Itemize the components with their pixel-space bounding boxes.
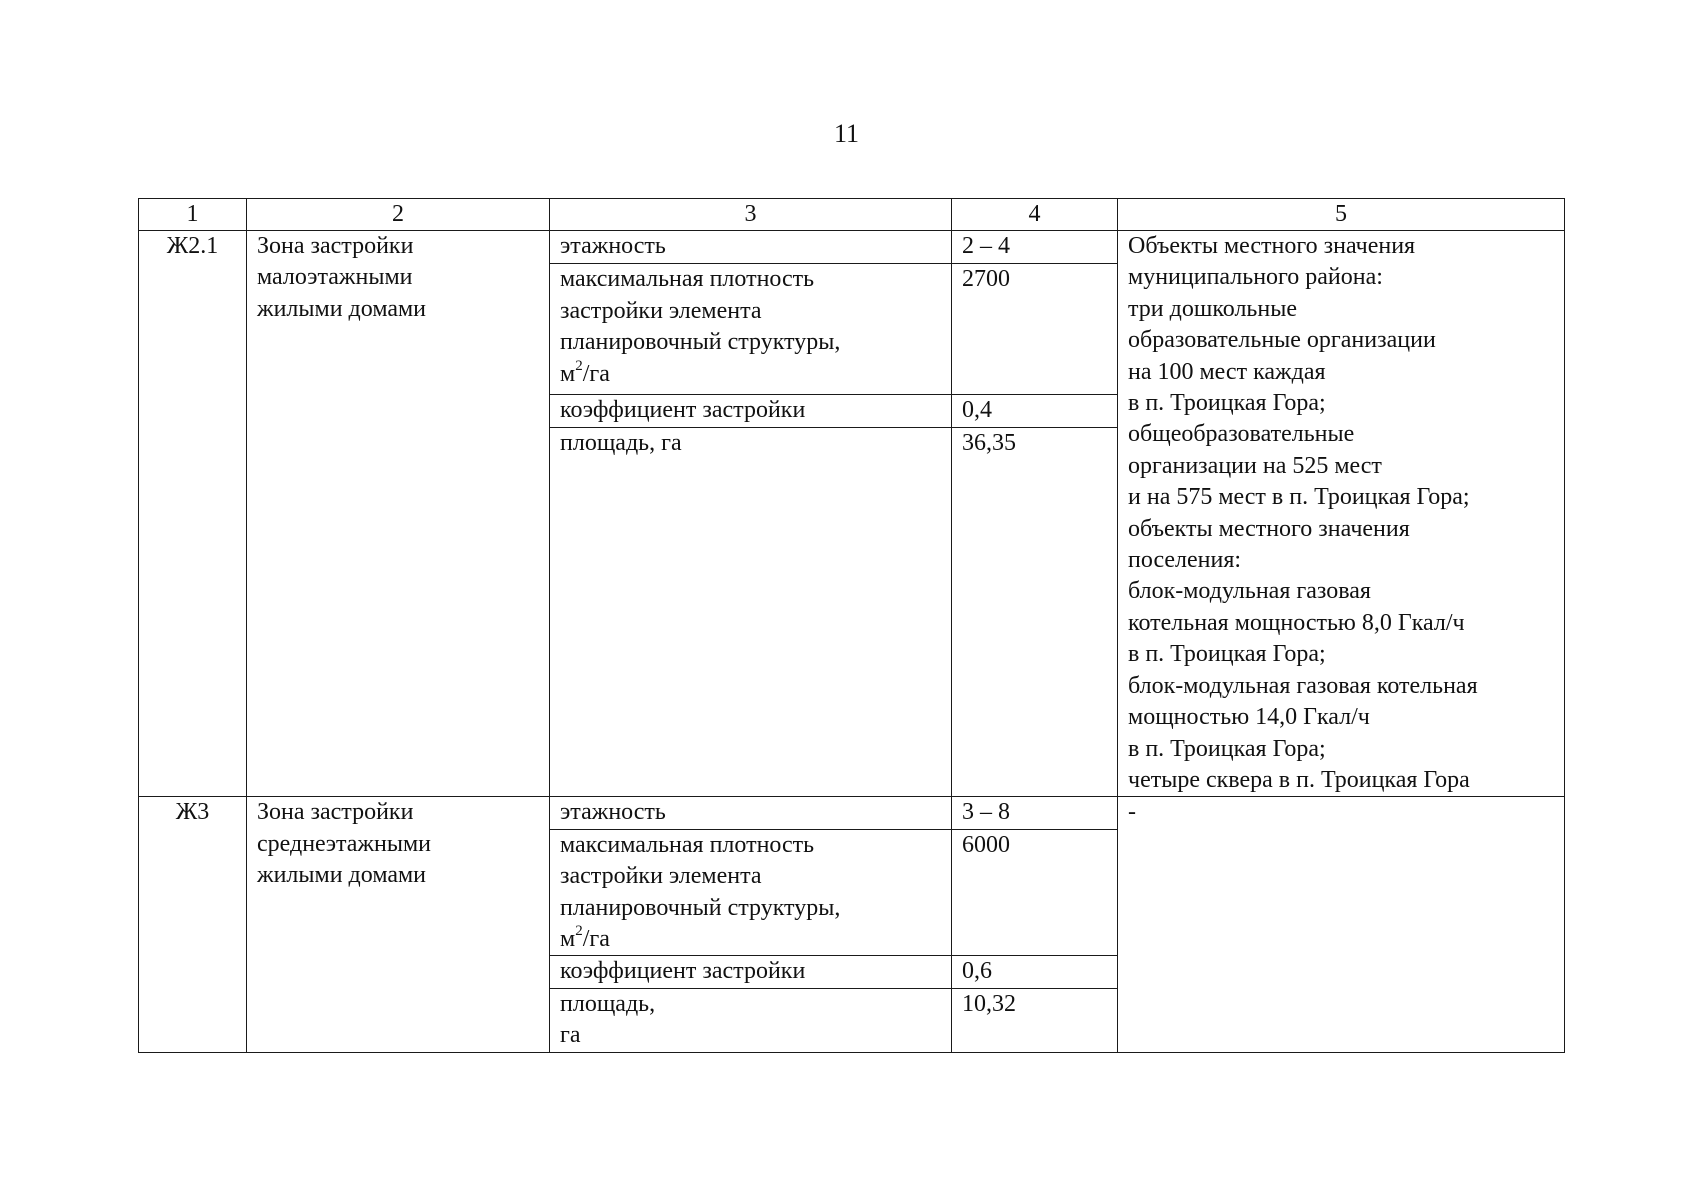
param-label: коэффициент застройки bbox=[550, 956, 952, 988]
objects-list: - bbox=[1118, 797, 1565, 1052]
zones-table bbox=[138, 198, 1565, 1053]
zone-code: Ж3 bbox=[139, 797, 247, 1052]
page-number: 11 bbox=[833, 119, 860, 148]
column-header: 2 bbox=[247, 199, 550, 231]
param-value: 10,32 bbox=[952, 988, 1118, 1052]
column-header: 4 bbox=[952, 199, 1118, 231]
param-label: этажность bbox=[550, 797, 952, 829]
param-label: площадь, га bbox=[550, 428, 952, 797]
param-label: этажность bbox=[550, 231, 952, 264]
table-row bbox=[139, 231, 1565, 264]
objects-list: Объекты местного значения муниципального района: три дошкольные образовательные организации на 100 мест каждая в п. Троицкая Гора; общеобразовательные организации на 525 мест и на 575 мест в п. Троицкая Гора; объекты местного значения поселения: блок-модульная газовая котельная мощностью 8,0 Гкал/ч в п. Троицкая Гора; блок-модульная газовая котельная мощностью 14,0 Гкал/ч в п. Троицкая Гора; четыре сквера в п. Троицкая Гора bbox=[1118, 231, 1565, 797]
param-value: 2700 bbox=[952, 264, 1118, 395]
zone-name: Зона застройки малоэтажными жилыми домами bbox=[247, 231, 550, 797]
zone-name: Зона застройки среднеэтажными жилыми домами bbox=[247, 797, 550, 1052]
column-header: 3 bbox=[550, 199, 952, 231]
column-header: 5 bbox=[1118, 199, 1565, 231]
param-label: коэффициент застройки bbox=[550, 394, 952, 427]
param-value: 36,35 bbox=[952, 428, 1118, 797]
table-header-row bbox=[139, 199, 1565, 231]
param-value: 0,6 bbox=[952, 956, 1118, 988]
table-row bbox=[139, 797, 1565, 829]
param-value: 3 – 8 bbox=[952, 797, 1118, 829]
param-label: максимальная плотность застройки элемента планировочный структуры, $м^2/га$ bbox=[550, 264, 952, 395]
param-label: максимальная плотность застройки элемента планировочный структуры, $м^2/га$ bbox=[550, 829, 952, 956]
zone-code: Ж2.1 bbox=[139, 231, 247, 797]
param-label: площадь, га bbox=[550, 988, 952, 1052]
param-value: 6000 bbox=[952, 829, 1118, 956]
column-header: 1 bbox=[139, 199, 247, 231]
param-value: 0,4 bbox=[952, 394, 1118, 427]
param-value: 2 – 4 bbox=[952, 231, 1118, 264]
